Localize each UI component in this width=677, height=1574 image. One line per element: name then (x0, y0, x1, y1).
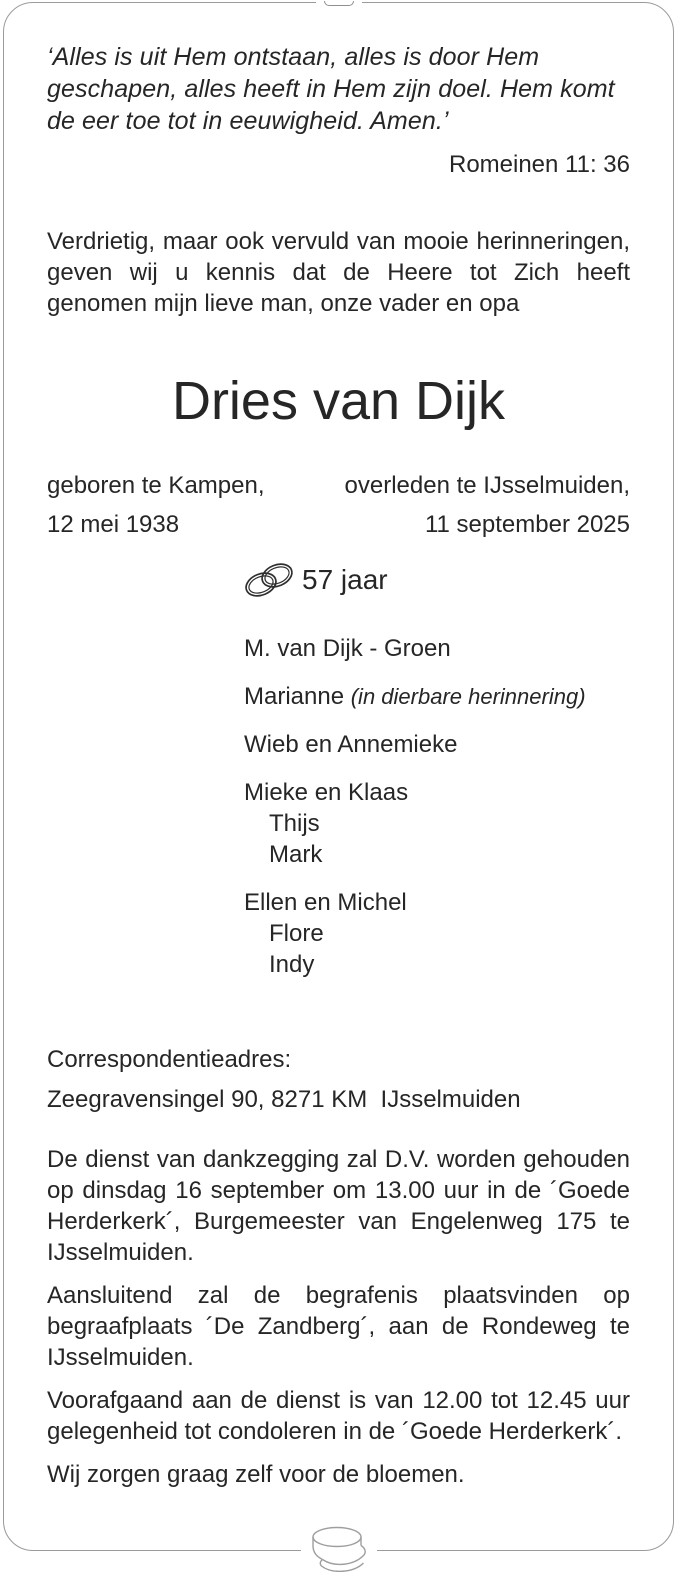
deceased-name: Dries van Dijk (171, 371, 506, 431)
correspondence-address: Zeegravensingel 90, 8271 KM IJsselmuiden (47, 1086, 521, 1113)
wedding-rings-icon (243, 559, 295, 601)
service-information (47, 1144, 630, 1490)
family-grandchild-name: Mark (269, 841, 323, 868)
family-entry (244, 633, 630, 664)
family-entry (244, 729, 630, 760)
marriage-duration-row (243, 559, 630, 601)
announcement-text: Verdrietig, maar ook vervuld van mooie herinneringen, geven wij u kennis dat de Heere tot Zich heeft genomen mijn lieve man, onze vader en opa (47, 228, 630, 317)
birth-death-dates (47, 466, 630, 544)
family-entry (244, 777, 630, 870)
birth-place: geboren te Kampen, (47, 472, 265, 499)
birth-date: 12 mei 1938 (47, 511, 180, 538)
family-member-name: Marianne (in dierbare herinnering) (244, 683, 586, 710)
service-paragraph: Wij zorgen graag zelf voor de bloemen. (47, 1461, 465, 1488)
marriage-duration: 57 jaar (302, 564, 388, 595)
death-info (345, 466, 631, 544)
hat-icon (309, 1526, 369, 1572)
family-grandchild-name: Thijs (269, 810, 320, 837)
family-grandchild-name: Indy (269, 951, 315, 978)
family-list (244, 633, 630, 980)
bottom-border-ornament (301, 1526, 377, 1572)
death-place: overleden te IJsselmuiden, (344, 472, 630, 499)
birth-info (47, 466, 265, 544)
scripture-quote: ‘Alles is uit Hem ontstaan, alles is door Hem geschapen, alles heeft in Hem zijn doel. Hem komt de eer toe tot in eeuwigheid. Amen.’ (47, 43, 615, 135)
service-paragraph: De dienst van dankzegging zal D.V. worden gehouden op dinsdag 16 september om 13.00 uur in de ´Goede Herderkerk´, Burgemeester van Engelenweg 175 te IJsselmuiden. (47, 1146, 630, 1266)
correspondence-block (47, 1040, 630, 1120)
family-entry (244, 887, 630, 980)
family-grandchild-name: Flore (269, 920, 324, 947)
service-paragraph: Aansluitend zal de begrafenis plaatsvinden op begraafplaats ´De Zandberg´, aan de Rondeweg te IJsselmuiden. (47, 1282, 630, 1371)
top-border-ornament (316, 1, 362, 8)
correspondence-label: Correspondentieadres: (47, 1046, 292, 1073)
announcement-card (3, 2, 674, 1551)
family-member-name: Ellen en Michel (244, 889, 407, 916)
family-member-name: M. van Dijk - Groen (244, 635, 451, 662)
top-ornament-stub-icon (324, 1, 354, 6)
family-member-note: (in dierbare herinnering) (350, 684, 586, 709)
service-paragraph: Voorafgaand aan de dienst is van 12.00 tot 12.45 uur gelegenheid tot condoleren in de ´Goede Herderkerk´. (47, 1387, 630, 1445)
family-entry (244, 681, 630, 712)
death-date: 11 september 2025 (424, 511, 630, 538)
family-member-name: Mieke en Klaas (244, 779, 409, 806)
family-member-name: Wieb en Annemieke (244, 731, 458, 758)
scripture-reference: Romeinen 11: 36 (448, 151, 630, 178)
